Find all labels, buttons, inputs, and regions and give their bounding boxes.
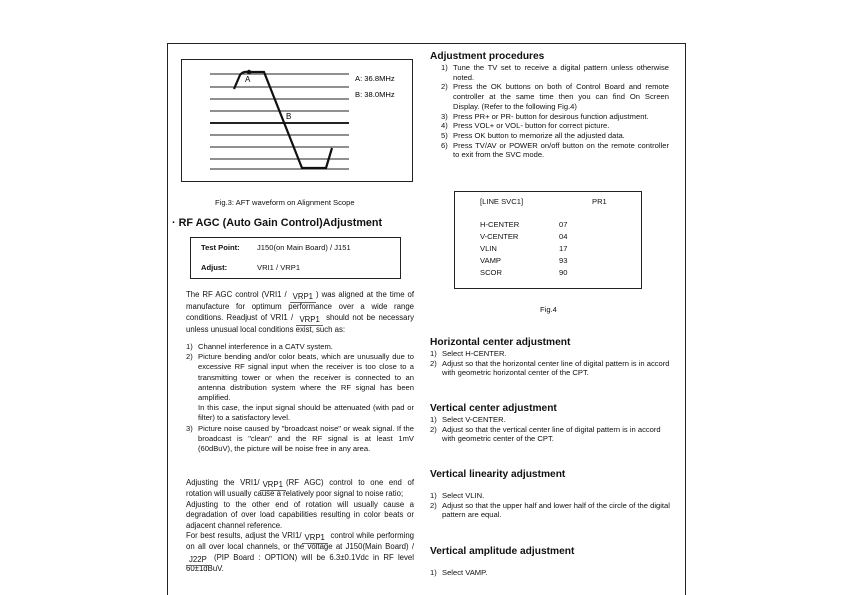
rf-agc-heading [172,217,382,229]
menu-item-name: SCOR [480,268,502,277]
marker-a-label: A [245,75,251,84]
list-item: 3) Picture noise caused by "broadcast noise" or weak signal. If the broadcast is "clean" and the RF signal is at least 1mV (60dBuV), the picture will be noise free in any area. [186,423,414,454]
bullet-icon: · [172,217,179,229]
adjustment-procedures-heading: Adjustment procedures [430,51,545,62]
page-border-right [685,43,686,595]
menu-item-value: 17 [559,244,568,253]
page-border-left [167,43,168,595]
adjust-label: Adjust: [201,263,228,272]
intro-sub-1: VRP1 [290,291,316,303]
list-item: 2) Press the OK buttons on both of Control Board and remote controller at the same time then you can find On Screen Display. (Refer to the following Fig.4) [441,82,669,111]
rf-agc-heading-text: RF AGC (Auto Gain Control)Adjustment [178,217,383,229]
figure4-caption: Fig.4 [540,305,557,314]
figure3-caption: Fig.3: AFT waveform on Alignment Scope [215,198,355,207]
vertical-center-heading: Vertical center adjustment [430,403,557,414]
rf-agc-adjust-notes [186,478,414,575]
legend-b: B: 38.0MHz [355,90,395,99]
list-item: 2) Adjust so that the vertical center line of digital pattern is in accord with geometric center of the CPT. [430,424,661,444]
menu-item-value: 90 [559,268,568,277]
aft-waveform-figure [181,59,413,182]
list-item: 3) Press PR+ or PR- button for desirous function adjustment. [441,111,649,121]
test-point-label: Test Point: [201,243,240,252]
menu-item-name: VAMP [480,256,501,265]
list-item: 4) Press VOL+ or VOL- button for correct picture. [441,121,610,131]
menu-item-value: 07 [559,220,568,229]
vertical-linearity-list [430,491,670,520]
vertical-amplitude-list [430,568,670,578]
adjustment-procedures-list [441,63,669,160]
menu-item-value: 04 [559,232,568,241]
vertical-amplitude-heading: Vertical amplitude adjustment [430,546,575,557]
menu-item-name: V-CENTER [480,232,519,241]
legend-a: A: 36.8MHz [355,74,395,83]
intro-text-3: should not be necessary unless unusual local conditions exist, such as: [186,313,414,334]
intro-text-2: ) was aligned at the time of manufacture for optimum performance over a wide range conditions. Readjust of VRI1 / [186,290,414,322]
service-menu-figure [454,191,642,289]
list-item: 6) Press TV/AV or POWER on/off button on the remote controller to exit from the SVC mode. [441,140,669,160]
aft-waveform-curve [234,72,332,168]
list-item: 2) Adjust so that the horizontal center line of digital pattern is in accord with geometric horizontal center of the CPT. [430,358,670,378]
list-item: 5) Press OK button to memorize all the adjusted data. [441,130,625,140]
para-rotation-end: Adjusting the VRI1/ VRP1 (RF AGC) control to one end of rotation will usually cause a relatively poor signal to noise ratio; [186,478,414,499]
menu-program: PR1 [592,197,607,206]
para-best-results: For best results, adjust the VRI1/ VRP1 control while performing on all over local channels, or the voltage at J150(Main Board) / J22P (PIP Board : OPTION) will be 6.3±0.1Vdc in RF level 60±1dBuV. [186,531,415,574]
aft-waveform-chart [182,60,412,181]
vertical-center-list [430,415,670,444]
test-point-box [190,237,401,279]
list-item: 1) Select V-CENTER. [430,415,506,424]
menu-item-value: 93 [559,256,568,265]
horizontal-center-heading: Horizontal center adjustment [430,337,571,348]
list-item: 2) Picture bending and/or color beats, which are unusually due to excessive RF signal input when the receiver is too close to a transmitting tower or when the receiver is connected to an antenna distribution system where the RF signal has been amplified. [186,352,414,403]
list-item: 1) Select VAMP. [430,568,488,577]
rf-agc-conditions-list [186,342,414,454]
marker-a-dot [247,70,251,74]
list-item: In this case, the input signal should be attenuated (with pad or filter) to a satisfactory level. [198,403,414,423]
list-item: 2) Adjust so that the upper half and lower half of the circle of the digital pattern are equal. [430,500,670,520]
page-border-top [167,43,686,44]
intro-text-1: The RF AGC control (VRI1 / [186,290,290,299]
list-item: 1) Channel interference in a CATV system. [186,342,333,351]
marker-b-label: B [286,112,292,121]
para-other-end: Adjusting to the other end of rotation will usually cause a degradation of over load capabilities resulting in color beats or adjacent channel reference. [186,499,414,530]
list-item: 1) Select H-CENTER. [430,349,507,358]
list-item: 1) Select VLIN. [430,491,485,500]
horizontal-center-list [430,349,670,378]
intro-sub-2: VRP1 [296,314,322,326]
menu-title: [LINE SVC1] [480,197,524,206]
menu-item-name: VLIN [480,244,497,253]
menu-item-name: H-CENTER [480,220,520,229]
rf-agc-intro [186,289,414,335]
list-item: 1) Tune the TV set to receive a digital pattern unless otherwise noted. [441,63,669,82]
vertical-linearity-heading: Vertical linearity adjustment [430,469,566,480]
test-point-value: J150(on Main Board) / J151 [257,243,351,252]
adjust-value: VRI1 / VRP1 [257,263,301,272]
